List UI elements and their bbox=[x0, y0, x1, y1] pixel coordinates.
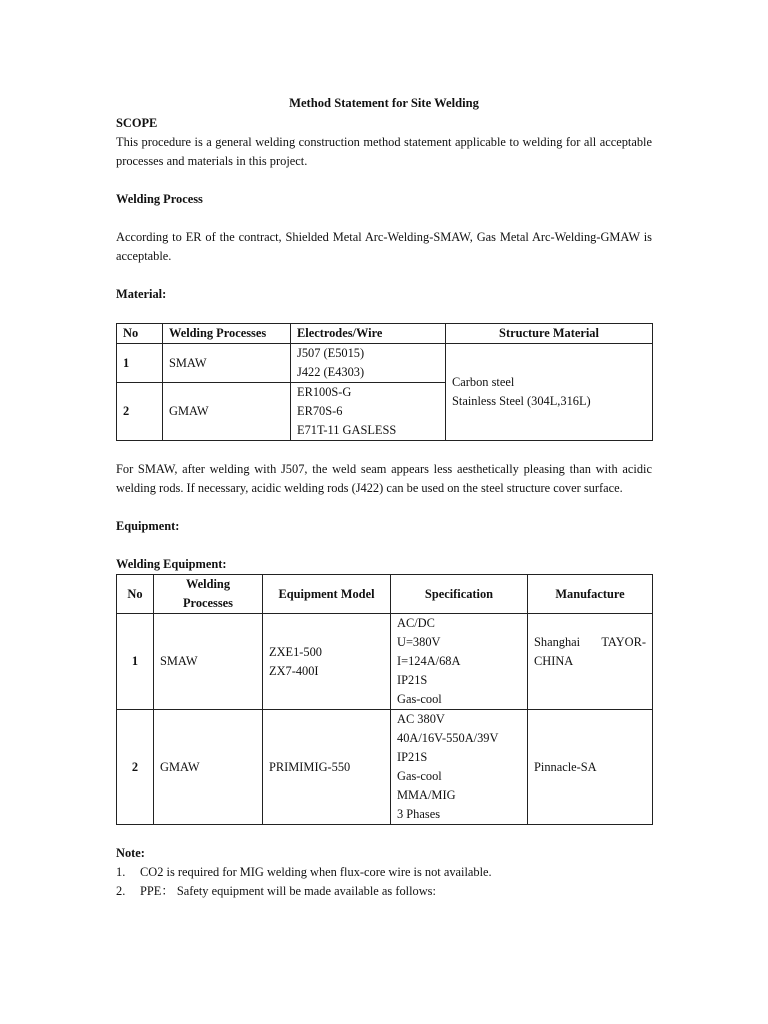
welding-equipment-heading: Welding Equipment: bbox=[116, 557, 227, 571]
spec-item: 3 Phases bbox=[397, 807, 441, 821]
smaw-note-text: For SMAW, after welding with J507, the weld seam appears less aesthetically pleasing than with acidic welding rods. If necessary, acidic welding rods (J422) can be used on the steel structure cover surface. bbox=[116, 462, 652, 495]
electrode-item: ER70S-6 bbox=[297, 404, 343, 418]
model-item: PRIMIMIG-550 bbox=[269, 759, 351, 774]
row-process: GMAW bbox=[163, 383, 291, 441]
col-header-electrodes: Electrodes/Wire bbox=[291, 324, 446, 344]
spec-item: Gas-cool bbox=[397, 769, 442, 783]
structure-material-item: Carbon steel bbox=[452, 375, 515, 389]
table-row bbox=[117, 710, 653, 825]
row-process: SMAW bbox=[163, 344, 291, 383]
col-header-manufacture: Manufacture bbox=[528, 575, 653, 614]
row-no: 1 bbox=[117, 614, 154, 710]
equipment-heading: Equipment: bbox=[116, 519, 180, 533]
list-item-text: CO2 is required for MIG welding when flux-core wire is not available. bbox=[140, 865, 492, 879]
spec-item: IP21S bbox=[397, 673, 428, 687]
table-row bbox=[117, 614, 653, 710]
row-no: 1 bbox=[117, 344, 163, 383]
scope-heading: SCOPE bbox=[116, 116, 158, 130]
structure-material-cell bbox=[446, 344, 653, 441]
structure-material-item: Stainless Steel (304L,316L) bbox=[452, 394, 591, 408]
document-page bbox=[116, 92, 652, 901]
col-header-specification: Specification bbox=[391, 575, 528, 614]
list-item bbox=[116, 863, 652, 882]
spec-item: AC 380V bbox=[397, 712, 445, 726]
list-item-number: 1. bbox=[116, 865, 126, 879]
row-electrodes bbox=[291, 383, 446, 441]
equipment-table bbox=[116, 574, 653, 825]
electrode-item: ER100S-G bbox=[297, 385, 352, 399]
row-no: 2 bbox=[117, 383, 163, 441]
spec-item: 40A/16V-550A/39V bbox=[397, 731, 499, 745]
spec-item: AC/DC bbox=[397, 616, 435, 630]
row-specification bbox=[391, 710, 528, 825]
row-electrodes bbox=[291, 344, 446, 383]
list-item-number: 2. bbox=[116, 884, 126, 898]
col-header-no: No bbox=[117, 575, 154, 614]
list-item-text: PPE： Safety equipment will be made available as follows: bbox=[140, 884, 436, 898]
electrode-item: J422 (E4303) bbox=[297, 365, 365, 379]
table-header-row bbox=[117, 575, 653, 614]
spec-item: I=124A/68A bbox=[397, 654, 461, 668]
electrode-item: E71T-11 GASLESS bbox=[297, 423, 397, 437]
row-model bbox=[263, 614, 391, 710]
col-header-no: No bbox=[117, 324, 163, 344]
material-heading: Material: bbox=[116, 287, 167, 301]
row-process: GMAW bbox=[154, 710, 263, 825]
note-heading: Note: bbox=[116, 846, 145, 860]
note-list bbox=[116, 863, 652, 901]
document-title: Method Statement for Site Welding bbox=[289, 96, 479, 110]
row-manufacture: Pinnacle-SA bbox=[528, 710, 653, 825]
row-model bbox=[263, 710, 391, 825]
spec-item: Gas-cool bbox=[397, 692, 442, 706]
scope-text: This procedure is a general welding construction method statement applicable to welding for all acceptable processes and materials in this project. bbox=[116, 135, 652, 168]
electrode-item: J507 (E5015) bbox=[297, 346, 365, 360]
col-header-welding-processes: Welding Processes bbox=[163, 324, 291, 344]
spec-item: U=380V bbox=[397, 635, 441, 649]
welding-process-heading: Welding Process bbox=[116, 192, 203, 206]
model-item: ZXE1-500 bbox=[269, 644, 322, 659]
table-row bbox=[117, 344, 653, 383]
row-no: 2 bbox=[117, 710, 154, 825]
row-specification bbox=[391, 614, 528, 710]
spec-item: MMA/MIG bbox=[397, 788, 456, 802]
col-header-equipment-model: Equipment Model bbox=[263, 575, 391, 614]
table-header-row bbox=[117, 324, 653, 344]
spec-item: IP21S bbox=[397, 750, 428, 764]
row-process: SMAW bbox=[154, 614, 263, 710]
row-manufacture: Shanghai TAYOR-CHINA bbox=[528, 614, 653, 710]
material-table bbox=[116, 323, 653, 441]
col-header-welding-processes: Welding Processes bbox=[154, 575, 263, 614]
col-header-structure-material: Structure Material bbox=[446, 324, 653, 344]
welding-process-text: According to ER of the contract, Shielded Metal Arc-Welding-SMAW, Gas Metal Arc-Welding-GMAW is acceptable. bbox=[116, 230, 652, 263]
model-item: ZX7-400I bbox=[269, 663, 319, 678]
list-item bbox=[116, 882, 652, 901]
